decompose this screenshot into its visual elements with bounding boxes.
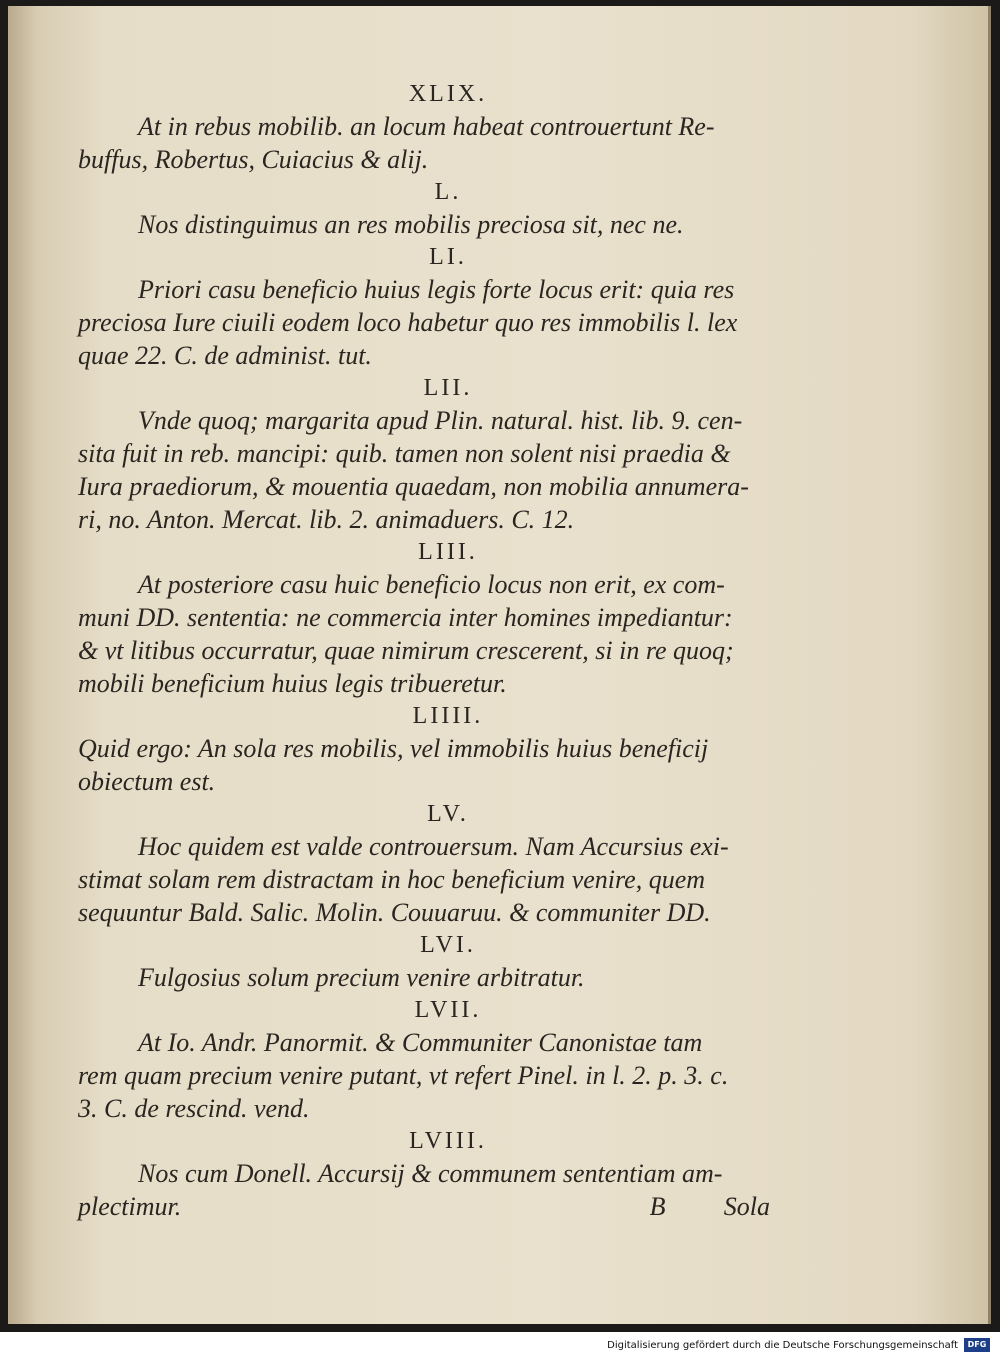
text-line: & vt litibus occurratur, quae nimirum crescerent, si in re quoq; xyxy=(78,636,734,665)
catchword: Sola xyxy=(723,1192,770,1221)
text-line: 3. C. de rescind. vend. xyxy=(78,1094,310,1123)
section-number: LVII. xyxy=(414,997,482,1023)
text-line: obiectum est. xyxy=(78,767,216,796)
text-line: preciosa Iure ciuili eodem loco habetur quo res immobilis l. lex xyxy=(78,308,738,337)
last-line xyxy=(78,1190,778,1223)
text-line: At in rebus mobilib. an locum habeat controuertunt Re- xyxy=(138,112,715,141)
text-line: quae 22. C. de administ. tut. xyxy=(78,341,372,370)
text-line: Nos cum Donell. Accursij & communem sententiam am- xyxy=(138,1159,723,1188)
text-line: Hoc quidem est valde controuersum. Nam Accursius exi- xyxy=(138,832,729,861)
text-line: mobili beneficium huius legis tribueretur. xyxy=(78,669,507,698)
text-line: At Io. Andr. Panormit. & Communiter Canonistae tam xyxy=(138,1028,703,1057)
section-number: LIIII. xyxy=(412,703,484,729)
text-line: At posteriore casu huic beneficio locus non erit, ex com- xyxy=(138,570,725,599)
text-line: stimat solam rem distractam in hoc beneficium venire, quem xyxy=(78,865,706,894)
text-line: rem quam precium venire putant, vt refert Pinel. in l. 2. p. 3. c. xyxy=(78,1061,729,1090)
text-line: sequuntur Bald. Salic. Molin. Couuaruu. & communiter DD. xyxy=(78,898,711,927)
page-text xyxy=(78,78,778,1223)
text-line: Priori casu beneficio huius legis forte locus erit: quia res xyxy=(138,275,735,304)
text-line: muni DD. sententia: ne commercia inter homines impediantur: xyxy=(78,603,733,632)
funding-credit: Digitalisierung gefördert durch die Deutsche Forschungsgemeinschaft xyxy=(607,1340,958,1351)
section-number: LVI. xyxy=(420,932,476,958)
section-number: LII. xyxy=(423,375,473,401)
book-page xyxy=(8,6,991,1324)
text-line: Fulgosius solum precium venire arbitratur. xyxy=(138,963,585,992)
signature-mark: B xyxy=(649,1192,666,1221)
last-line-text: plectimur. xyxy=(78,1192,182,1221)
section-number: LI. xyxy=(429,244,467,270)
section-number: LIII. xyxy=(418,539,478,565)
dfg-logo-icon: DFG xyxy=(964,1338,990,1352)
section-number: LVIII. xyxy=(409,1128,487,1154)
text-line: buffus, Robertus, Cuiacius & alij. xyxy=(78,145,429,174)
text-line: Quid ergo: An sola res mobilis, vel immobilis huius beneficij xyxy=(78,734,709,763)
text-line: Vnde quoq; margarita apud Plin. natural. hist. lib. 9. cen- xyxy=(138,406,743,435)
text-line: ri, no. Anton. Mercat. lib. 2. animaduers. C. 12. xyxy=(78,505,575,534)
text-line: Nos distinguimus an res mobilis preciosa sit, nec ne. xyxy=(138,210,684,239)
section-number: XLIX. xyxy=(408,81,488,107)
text-line: Iura praediorum, & mouentia quaedam, non mobilia annumera- xyxy=(78,472,749,501)
text-line: sita fuit in reb. mancipi: quib. tamen non solent nisi praedia & xyxy=(78,439,731,468)
section-number: LV. xyxy=(427,801,469,827)
section-number: L. xyxy=(434,179,462,205)
